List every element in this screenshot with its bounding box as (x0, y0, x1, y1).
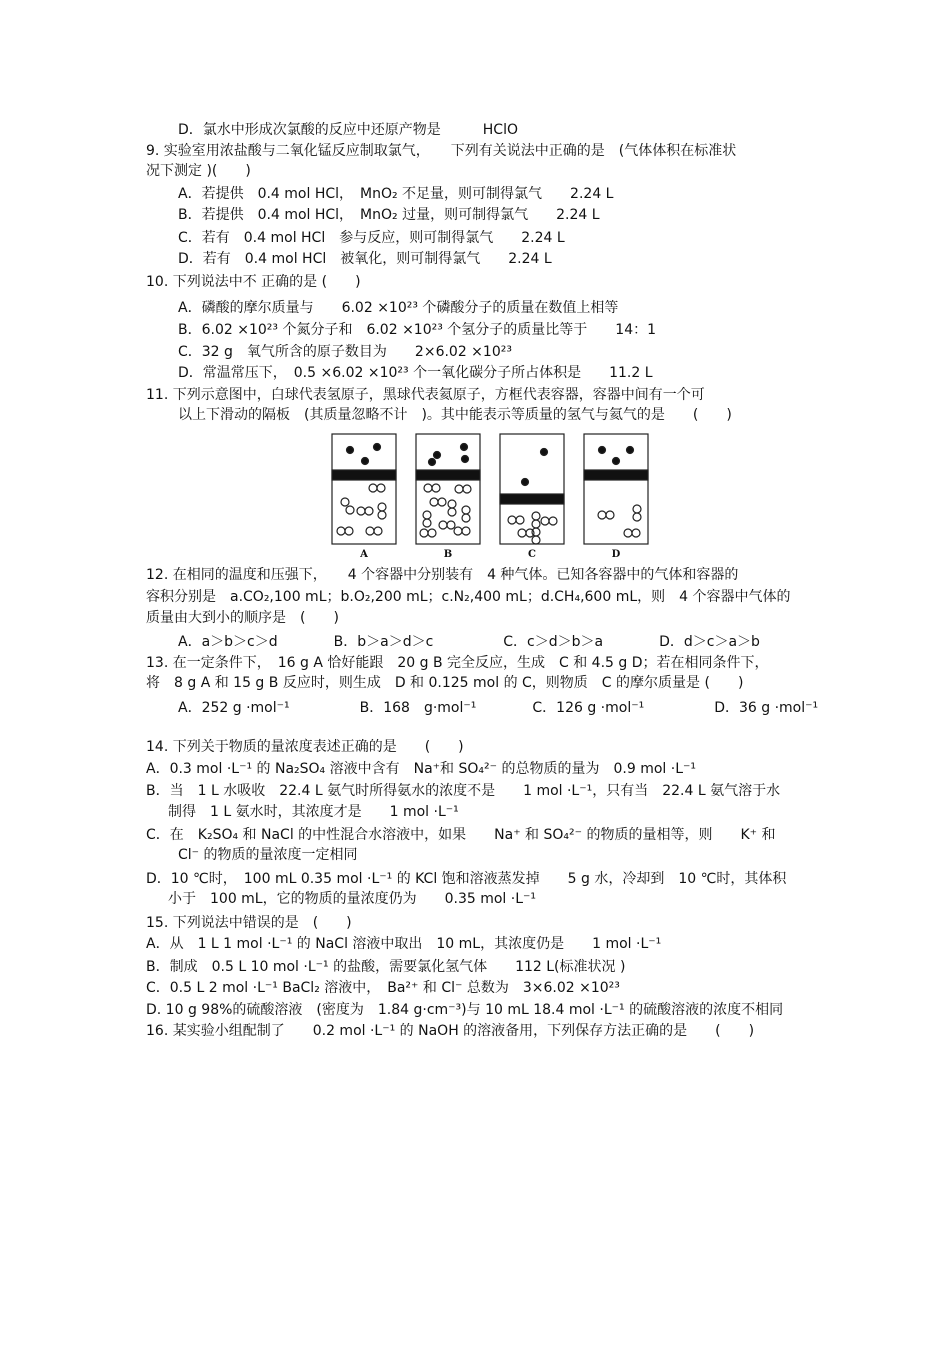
line-q14-d: D．10 ℃时， 100 mL 0.35 mol ·L⁻¹ 的 KCl 饱和溶液蒸发掉 5 g 水，冷却到 10 ℃时，其体积 (146, 871, 787, 887)
line-q14-c: C．在 K₂SO₄ 和 NaCl 的中性混合水溶液中，如果 Na⁺ 和 SO₄²⁻ 的物质的量相等，则 K⁺ 和 (146, 827, 776, 843)
line-q10-stem: 10. 下列说法中不 正确的是 ( ) (146, 274, 361, 290)
line-q13-options: A．252 g ·mol⁻¹ B．168 g·mol⁻¹ C．126 g ·mol⁻¹ D．36 g ·mol⁻¹ (178, 700, 819, 716)
container-d-label: D (611, 549, 621, 560)
line-q14-d-cont: 小于 100 mL，它的物质的量浓度仍为 0.35 mol ·L⁻¹ (168, 891, 537, 907)
container-c (500, 434, 564, 544)
line-q12-stem-cont: 容积分别是 a.CO₂,100 mL；b.O₂,200 mL；c.N₂,400 mL；d.CH₄,600 mL，则 4 个容器中气体的 (146, 589, 791, 605)
line-q15-stem: 15. 下列说法中错误的是 ( ) (146, 915, 352, 931)
line-q13-stem-cont: 将 8 g A 和 15 g B 反应时，则生成 D 和 0.125 mol 的 C，则物质 C 的摩尔质量是 ( ) (146, 675, 744, 691)
line-q12-options: A．a＞b＞c＞d B．b＞a＞d＞c C．c＞d＞b＞a D．d＞c＞a＞b (178, 634, 760, 650)
line-q16-stem: 16. 某实验小组配制了 0.2 mol ·L⁻¹ 的 NaOH 的溶液备用，下列保存方法正确的是 ( ) (146, 1023, 755, 1039)
line-q14-c-cont: Cl⁻ 的物质的量浓度一定相同 (178, 847, 358, 863)
line-q9-a: A．若提供 0.4 mol HCl， MnO₂ 不足量，则可制得氯气 2.24 L (178, 186, 614, 202)
container-c-label: C (528, 549, 536, 560)
line-q10-b: B．6.02 ×10²³ 个氮分子和 6.02 ×10²³ 个氢分子的质量比等于 14：1 (178, 322, 657, 338)
line-q9-b: B．若提供 0.4 mol HCl， MnO₂ 过量，则可制得氯气 2.24 L (178, 207, 600, 223)
line-q14-stem: 14. 下列关于物质的量浓度表述正确的是 ( ) (146, 739, 464, 755)
container-d (584, 434, 648, 544)
line-q10-d: D．常温常压下， 0.5 ×6.02 ×10²³ 个一氧化碳分子所占体积是 11.2 L (178, 365, 653, 381)
line-q9-d: D．若有 0.4 mol HCl 被氧化，则可制得氯气 2.24 L (178, 251, 552, 267)
line-q11-stem: 11. 下列示意图中，白球代表氢原子，黑球代表氦原子，方框代表容器，容器中间有一个可 (146, 387, 705, 403)
line-q9-stem-cont: 况下测定 )( ) (146, 163, 251, 179)
container-diagram (330, 432, 652, 562)
container-b (416, 434, 480, 544)
line-q11-stem-cont: 以上下滑动的隔板 (其质量忽略不计 )。其中能表示等质量的氢气与氦气的是 ( ) (178, 407, 732, 423)
line-q14-a: A．0.3 mol ·L⁻¹ 的 Na₂SO₄ 溶液中含有 Na⁺和 SO₄²⁻ 的总物质的量为 0.9 mol ·L⁻¹ (146, 761, 696, 777)
line-q15-a: A．从 1 L 1 mol ·L⁻¹ 的 NaCl 溶液中取出 10 mL，其浓度仍是 1 mol ·L⁻¹ (146, 936, 662, 952)
container-b-label: B (443, 549, 453, 560)
line-q9-c: C．若有 0.4 mol HCl 参与反应，则可制得氯气 2.24 L (178, 230, 565, 246)
line-q15-b: B．制成 0.5 L 10 mol ·L⁻¹ 的盐酸，需要氯化氢气体 112 L(标准状况 ) (146, 959, 626, 975)
line-q14-b: B．当 1 L 水吸收 22.4 L 氨气时所得氨水的浓度不是 1 mol ·L⁻¹，只有当 22.4 L 氨气溶于水 (146, 783, 781, 799)
line-q10-c: C．32 g 氧气所含的原子数目为 2×6.02 ×10²³ (178, 344, 512, 360)
line-q10-a: A．磷酸的摩尔质量与 6.02 ×10²³ 个磷酸分子的质量在数值上相等 (178, 300, 619, 316)
line-q13-stem: 13. 在一定条件下， 16 g A 恰好能跟 20 g B 完全反应，生成 C 和 4.5 g D；若在相同条件下， (146, 655, 769, 671)
line-q12-stem: 12. 在相同的温度和压强下， 4 个容器中分别装有 4 种气体。已知各容器中的气体和容器的 (146, 567, 739, 583)
line-q12-stem-cont2: 质量由大到小的顺序是 ( ) (146, 610, 339, 626)
line-q14-b-cont: 制得 1 L 氨水时，其浓度才是 1 mol ·L⁻¹ (168, 804, 459, 820)
container-a-label: A (360, 549, 368, 560)
line-q15-d: D. 10 g 98%的硫酸溶液 (密度为 1.84 g·cm⁻³)与 10 mL 18.4 mol ·L⁻¹ 的硫酸溶液的浓度不相同 (146, 1002, 784, 1018)
line-q15-c: C．0.5 L 2 mol ·L⁻¹ BaCl₂ 溶液中， Ba²⁺ 和 Cl⁻ 总数为 3×6.02 ×10²³ (146, 980, 620, 996)
line-q9-stem: 9. 实验室用浓盐酸与二氧化锰反应制取氯气， 下列有关说法中正确的是 (气体体积在标准状 (146, 143, 737, 159)
line-q8-d: D．氯水中形成次氯酸的反应中还原产物是 HClO (178, 122, 518, 138)
container-a (332, 434, 396, 544)
